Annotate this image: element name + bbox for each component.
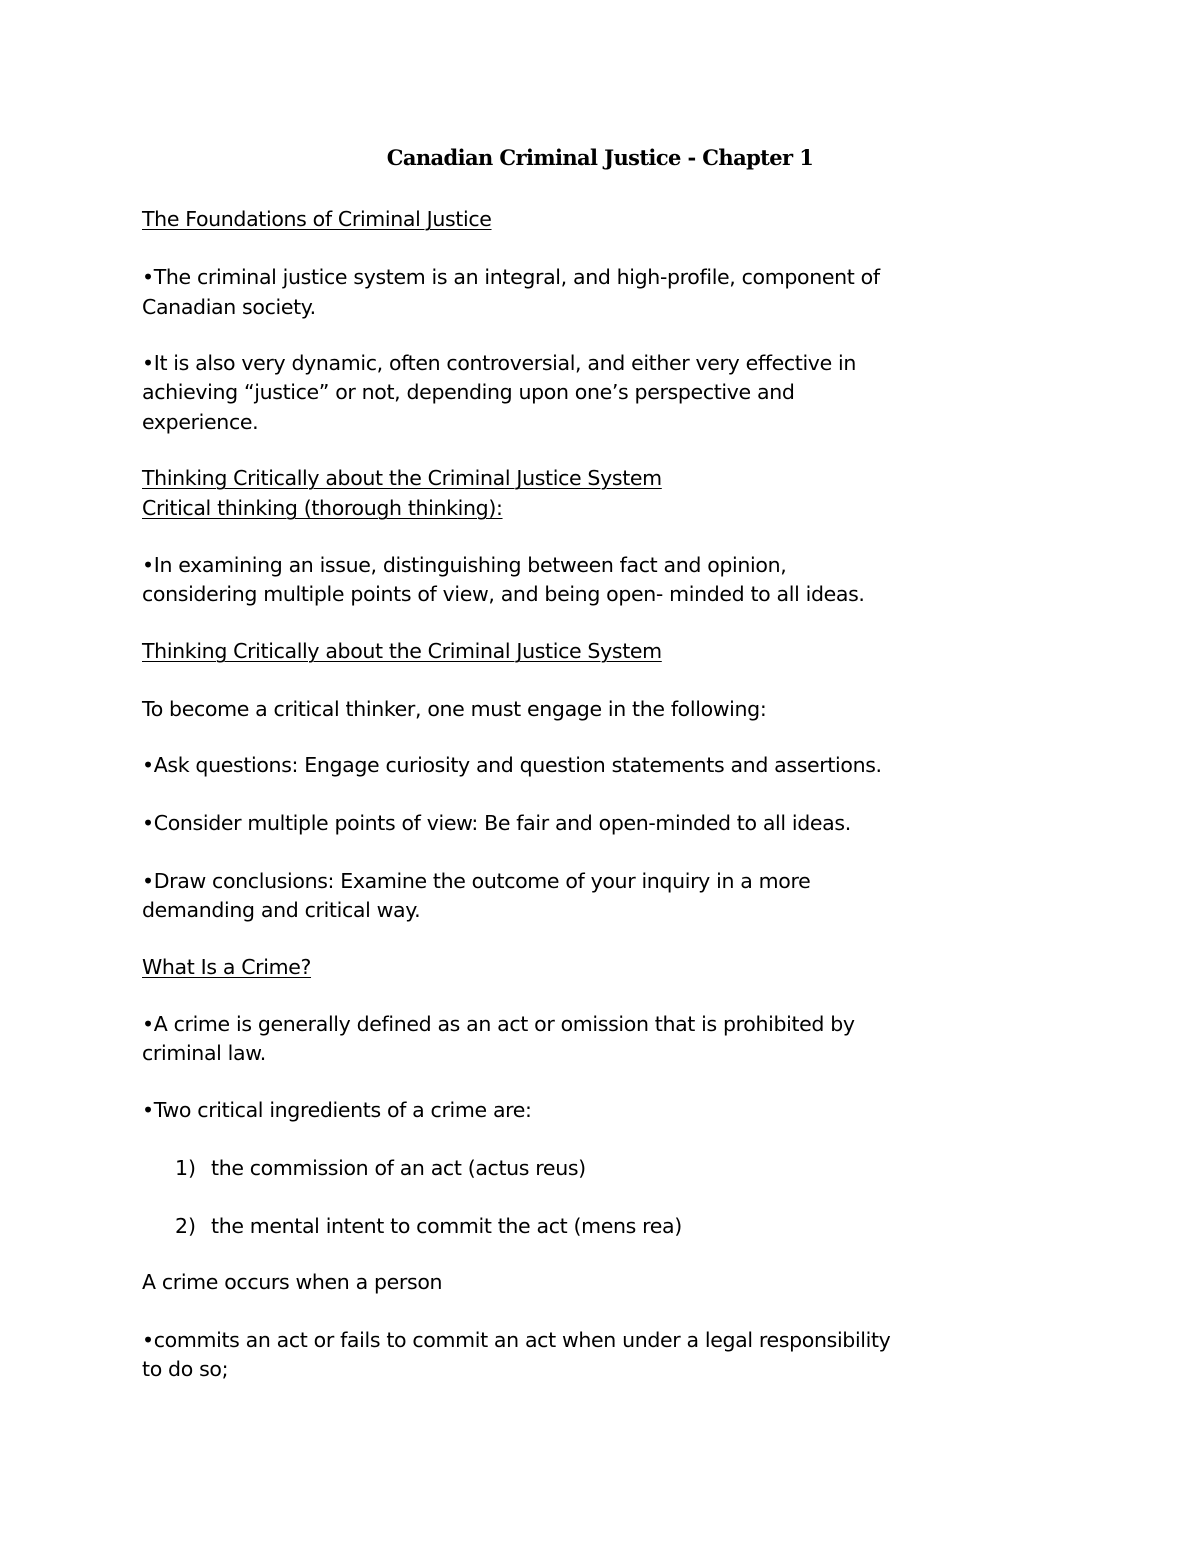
paragraph-line: achieving “justice” or not, depending upon one’s perspective and bbox=[142, 380, 795, 404]
bullet-item: •Ask questions: Engage curiosity and question statements and assertions. bbox=[142, 753, 882, 777]
section-heading-thinking-critically: Thinking Critically about the Criminal Justice System bbox=[142, 466, 662, 490]
numbered-list-item: the mental intent to commit the act (mens rea) bbox=[211, 1214, 682, 1238]
numbered-list-marker: 1) bbox=[175, 1156, 197, 1180]
section-heading-what-is-crime: What Is a Crime? bbox=[142, 955, 312, 979]
document-title: Canadian Criminal Justice - Chapter 1 bbox=[386, 145, 814, 170]
paragraph-line: Canadian society. bbox=[142, 295, 316, 319]
paragraph-line: •The criminal justice system is an integral, and high-profile, component of bbox=[142, 265, 880, 289]
bullet-item-continuation: to do so; bbox=[142, 1357, 229, 1381]
paragraph-line: To become a critical thinker, one must engage in the following: bbox=[142, 697, 767, 721]
paragraph-line: criminal law. bbox=[142, 1041, 266, 1065]
paragraph-line: A crime occurs when a person bbox=[142, 1270, 443, 1294]
numbered-list-marker: 2) bbox=[175, 1214, 197, 1238]
paragraph-line: considering multiple points of view, and being open- minded to all ideas. bbox=[142, 582, 865, 606]
section-heading-thinking-critically-2: Thinking Critically about the Criminal Justice System bbox=[142, 639, 662, 663]
numbered-list-item: the commission of an act (actus reus) bbox=[211, 1156, 586, 1180]
bullet-item: •commits an act or fails to commit an act when under a legal responsibility bbox=[142, 1328, 891, 1352]
paragraph-line: experience. bbox=[142, 410, 259, 434]
bullet-item: •Consider multiple points of view: Be fair and open-minded to all ideas. bbox=[142, 811, 851, 835]
paragraph-line: •In examining an issue, distinguishing between fact and opinion, bbox=[142, 553, 787, 577]
paragraph-line: •A crime is generally defined as an act or omission that is prohibited by bbox=[142, 1012, 855, 1036]
paragraph-line: •Two critical ingredients of a crime are: bbox=[142, 1098, 532, 1122]
paragraph-line: •It is also very dynamic, often controversial, and either very effective in bbox=[142, 351, 856, 375]
bullet-item: •Draw conclusions: Examine the outcome of your inquiry in a more bbox=[142, 869, 811, 893]
bullet-item-continuation: demanding and critical way. bbox=[142, 898, 421, 922]
section-subheading-critical-thinking: Critical thinking (thorough thinking): bbox=[142, 496, 503, 520]
section-heading-foundations: The Foundations of Criminal Justice bbox=[142, 207, 492, 231]
